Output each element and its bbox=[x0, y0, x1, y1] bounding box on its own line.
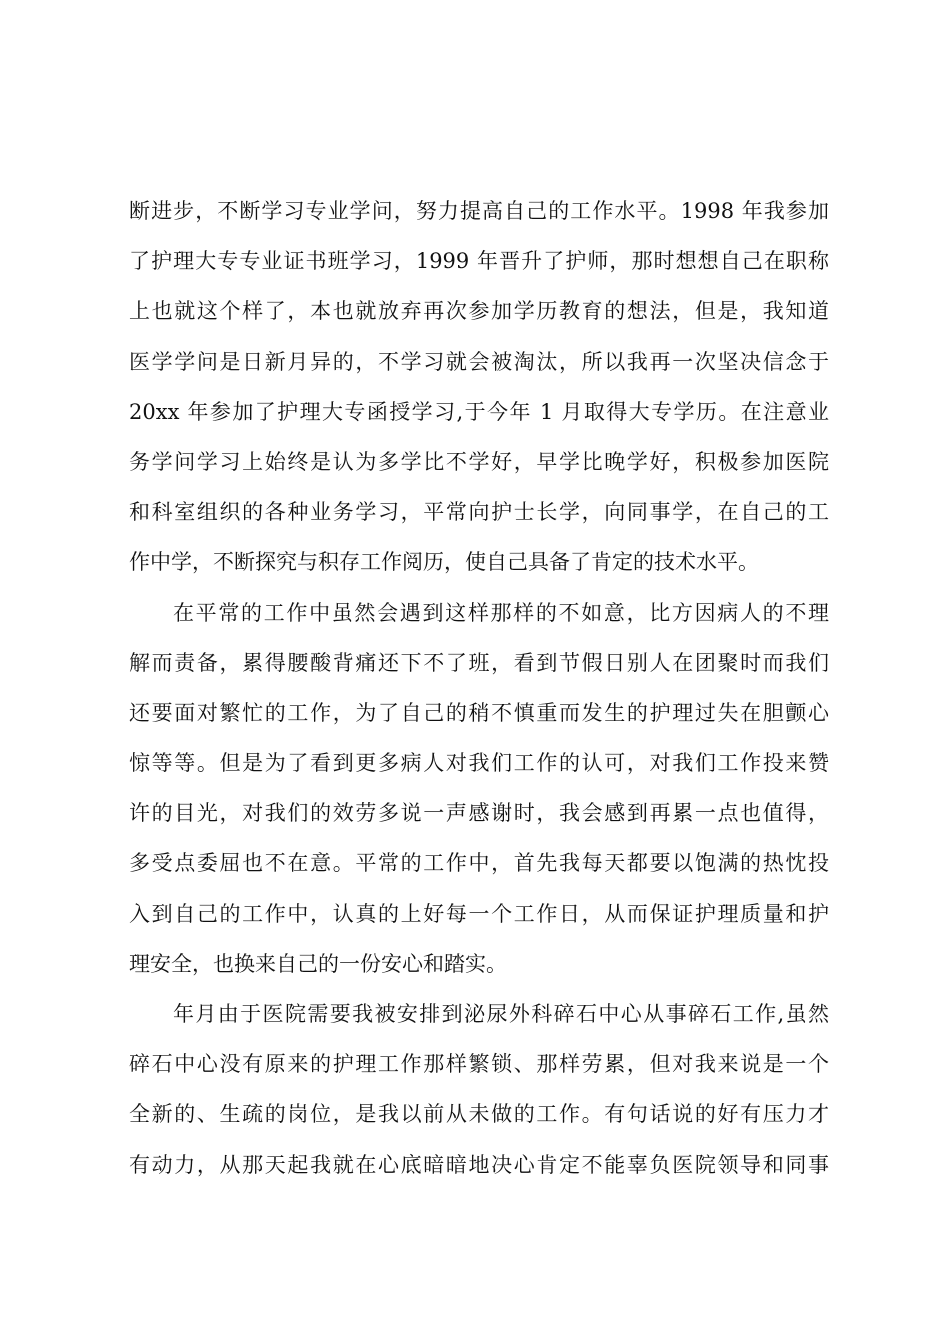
text-line: 医学学问是日新月异的，不学习就会被淘汰，所以我再一次坚决信念于 bbox=[129, 349, 829, 374]
text-line: 全新的、生疏的岗位，是我以前从未做的工作。有句话说的好有压力才 bbox=[129, 1102, 829, 1127]
text-line: 了护理大专专业证书班学习，1999 年晋升了护师，那时想想自己在职称 bbox=[129, 249, 829, 274]
paragraph-first-line: 年月由于医院需要我被安排到泌尿外科碎石中心从事碎石工作,虽然 bbox=[173, 1002, 829, 1026]
body-text bbox=[129, 186, 829, 1190]
text-line: 和科室组织的各种业务学习，平常向护士长学，向同事学，在自己的工 bbox=[129, 500, 829, 525]
text-line: 碎石中心没有原来的护理工作那样繁锁、那样劳累，但对我来说是一个 bbox=[129, 1052, 829, 1077]
text-line: 务学问学习上始终是认为多学比不学好，早学比晚学好，积极参加医院 bbox=[129, 449, 829, 474]
text-line: 20xx 年参加了护理大专函授学习,于今年 1 月取得大专学历。在注意业 bbox=[129, 399, 829, 424]
text-line: 作中学，不断探究与积存工作阅历，使自己具备了肯定的技术水平。 bbox=[129, 550, 759, 575]
text-line: 断进步，不断学习专业学问，努力提高自己的工作水平。1998 年我参加 bbox=[129, 199, 829, 223]
text-line: 许的目光，对我们的效劳多说一声感谢时，我会感到再累一点也值得， bbox=[129, 801, 829, 826]
paragraph-first-line: 在平常的工作中虽然会遇到这样那样的不如意，比方因病人的不理 bbox=[173, 600, 829, 625]
text-line: 还要面对繁忙的工作，为了自己的稍不慎重而发生的护理过失在胆颤心 bbox=[129, 700, 829, 725]
text-line: 理安全，也换来自己的一份安心和踏实。 bbox=[129, 951, 507, 976]
text-line: 解而责备，累得腰酸背痛还下不了班，看到节假日别人在团聚时而我们 bbox=[129, 650, 829, 675]
text-line: 入到自己的工作中，认真的上好每一个工作日，从而保证护理质量和护 bbox=[129, 901, 829, 926]
text-line: 多受点委屈也不在意。平常的工作中，首先我每天都要以饱满的热忱投 bbox=[129, 851, 829, 876]
text-line: 惊等等。但是为了看到更多病人对我们工作的认可，对我们工作投来赞 bbox=[129, 751, 829, 776]
text-line: 有动力，从那天起我就在心底暗暗地决心肯定不能辜负医院领导和同事 bbox=[129, 1152, 829, 1177]
text-line: 上也就这个样了，本也就放弃再次参加学历教育的想法，但是，我知道 bbox=[129, 299, 829, 324]
